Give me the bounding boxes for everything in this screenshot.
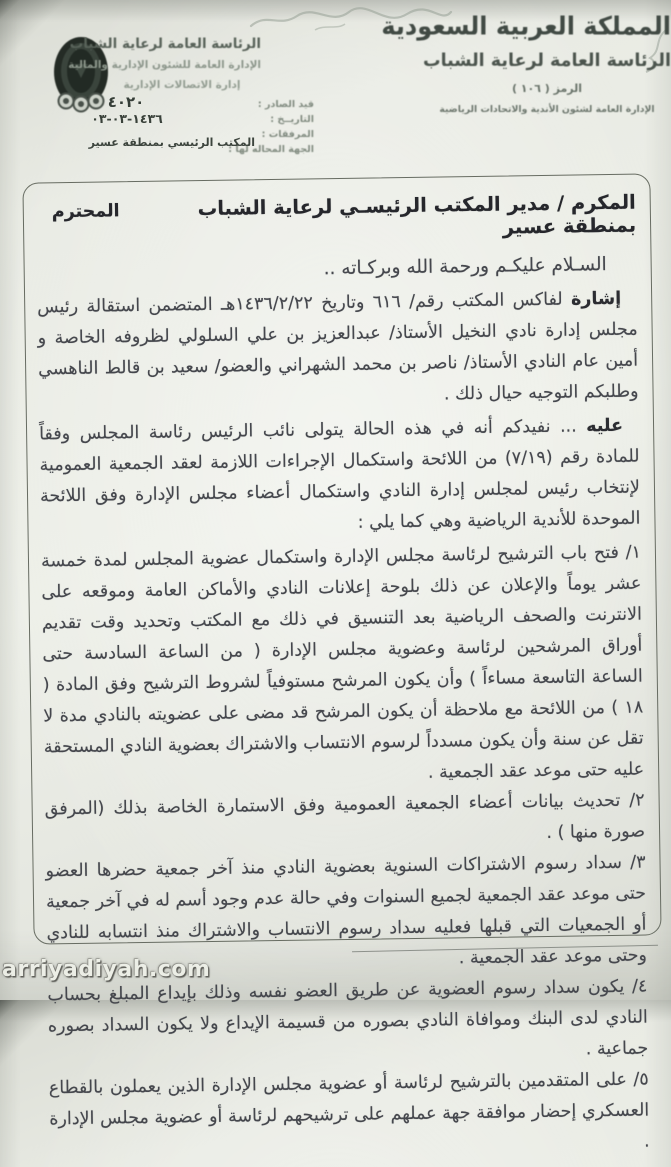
site-watermark: arriyadiyah.com [2,957,211,982]
letter-item-4: ٤/ يكون سداد رسوم العضوية عن طريق العضو نفسه وذلك بإيداع المبلغ بحساب النادي لدى البنك وموافاة النادي بصوره من قسيمة الإيداع ولا يكون السداد بصوره جماعية . [47,976,649,1060]
letter-item-2: ٢/ تحديث بيانات أعضاء الجمعية العمومية وفق الاستمارة الخاصة بذلك (المرفق صورة منها ) . [44,790,646,843]
honorific: المحترم [51,201,120,223]
addressee-row [36,191,637,246]
org-code: الرمز ( ١٠٦ ) [511,82,583,95]
paragraph-lead: إشارة [570,288,622,310]
letter-item-5: ٥/ على المتقدمين بالترشيح لرئاسة أو عضوية مجلس الإدارة الذين يعملون بالقطاع العسكري إحضار موافقة جهة عملهم على ترشيحهم لرئاسة أو عضوية مجلس الإدارة . [48,1069,650,1152]
label-outgoing-number: قيد الصادر : [257,99,314,110]
referred-entity-value: المكتب الرئيسي بمنطقة عسير [88,136,255,149]
label-referred-entity: الجهة المحاله لها : [228,144,314,155]
paragraph-lead: عليه [586,415,624,437]
outgoing-serial-number: ٤٠٢٠ [107,93,145,111]
letter-item-3: ٣/ سداد رسوم الاشتراكات السنوية بعضوية النادي منذ آخر جمعية حضرها العضو حتى موعد عقد الجمعية لجميع السنوات وفي حالة عدم وجود أسم له في آخر جمعية أو الجمعيات التي قبلها فعليه سداد رسوم الانتساب والاشتراك منذ انتسابه للنادي وحتى موعد عقد الجمعية . [45,852,648,969]
org-presidency-line: الرئاسة العامة لرعاية الشباب [69,36,261,52]
letterhead-right-org [381,6,671,118]
label-date: التاريــخ : [270,114,314,125]
addressee-title: المكرم / مدير المكتب الرئيسـي لرعاية الشباب بمنطقة عسير [197,190,637,239]
org-communications-line: إدارة الاتصالات الإدارية [123,79,241,91]
reference-paragraph: إشارة لفاكس المكتب رقم/ ٦١٦ وتاريخ ١٤٣٦/٢/٢٢هـ المتضمن استقالة رئيس مجلس إدارة نادي النخيل الأستاذ/ عبدالعزيز بن علي السلولي لظروفه الخاصة و أمين عام النادي الأستاذ/ ناصر بن محمد الشهراني والعضو/ سعيد بن قالط الناهسي وطلبكم التوجيه حيال ذلك . [37,288,639,405]
letter-item-1: ١/ فتح باب الترشيح لرئاسة مجلس الإدارة واستكمال عضوية المجلس لمدة خمسة عشر يوماً والإعلان عن ذلك بلوحة إعلانات النادي والأماكن العامة وموقعه على الانترنت والصحف الرياضية بعد التنسيق في ذلك مع المكتب وتحديد وقت تقديم أوراق المرشحين لرئاسة وعضوية مجلس الإدارة ( من الساعة السادسة حتى الساعة التاسعة مساءاً ) وأن يكون المرشح مستوفياً لشروط الترشيح وفق المادة ( ١٨ ) من اللائحة مع ملاحظة أن يكون المرشح قد مضى على عضويته بالنادي مدة لا تقل عن سنة وأن يكون مسدداً لرسوم الانتساب والاشتراك بعضوية النادي المستحقة عليه حتى موعد عقد الجمعية . [40,542,645,783]
letterhead-left-org [68,34,261,95]
label-attachments: المرفقات : [261,129,314,140]
clubs-federations-department: الإدارة العامة لشئون الأندية والاتحادات الرياضية [439,104,655,115]
greeting-line: السـلام عليكـم ورحمة الله وبركـاته .. [323,254,607,280]
presidency-title: الرئاسة العامة لرعاية الشباب [422,51,671,71]
org-admin-finance-line: الإدارة العامة للشئون الإدارية والمالية [68,59,261,71]
outgoing-date-value: ١٤٣٦-٠٣-٠٣ [91,111,163,126]
country-title: المملكة العربية السعودية [381,11,671,41]
instruction-paragraph: عليه ... نفيدكم أنه في هذه الحالة يتولى نائب الرئيس رئاسة المجلس وفقاً للمادة رقم (٧/١٩) من اللائحة واستكمال الإجراءات اللازمة لعقد الجمعية العمومية لإنتخاب رئيس لمجلس إدارة النادي واستكمال أعضاء مجلس الإدارة وفق اللائحة الموحدة للأندية الرياضية وهي كما يلي : [38,415,641,533]
